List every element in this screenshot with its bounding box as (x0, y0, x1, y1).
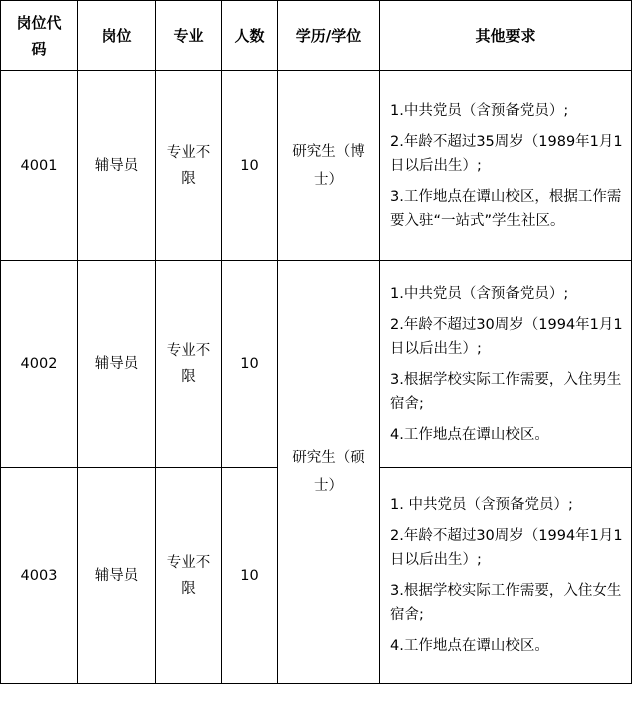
requirement-item: 3.根据学校实际工作需要，入住男生宿舍; (390, 371, 622, 412)
header-requirements: 其他要求 (380, 1, 632, 71)
cell-count: 10 (222, 261, 278, 468)
cell-major: 专业不限 (156, 71, 222, 261)
requirement-item: 3.工作地点在谭山校区，根据工作需要入驻“一站式”学生社区。 (390, 188, 622, 229)
cell-major: 专业不限 (156, 468, 222, 684)
cell-post-code: 4001 (1, 71, 78, 261)
cell-degree-merged: 研究生（硕士） (278, 261, 380, 684)
requirement-item: 1.中共党员（含预备党员）; (390, 285, 569, 302)
header-post-code: 岗位代码 (1, 1, 78, 71)
header-post: 岗位 (78, 1, 156, 71)
requirement-item: 1. 中共党员（含预备党员）; (390, 497, 573, 513)
cell-major: 专业不限 (156, 261, 222, 468)
requirement-item: 1.中共党员（含预备党员）; (390, 102, 569, 119)
header-row (1, 1, 632, 71)
header-count: 人数 (222, 1, 278, 71)
requirement-item: 2.年龄不超过35周岁（1989年1月1日以后出生）; (390, 133, 623, 174)
cell-degree: 研究生（博士） (278, 71, 380, 261)
cell-requirements (380, 261, 632, 468)
requirement-item: 3.根据学校实际工作需要，入住女生宿舍; (390, 583, 622, 623)
cell-requirements (380, 71, 632, 261)
table-row (1, 71, 632, 261)
header-degree: 学历/学位 (278, 1, 380, 71)
cell-count: 10 (222, 71, 278, 261)
cell-post: 辅导员 (78, 468, 156, 684)
cell-count: 10 (222, 468, 278, 684)
cell-post-code: 4003 (1, 468, 78, 684)
requirement-item: 4.工作地点在谭山校区。 (390, 638, 549, 654)
header-major: 专业 (156, 1, 222, 71)
cell-post: 辅导员 (78, 261, 156, 468)
cell-requirements (380, 468, 632, 684)
requirement-item: 2.年龄不超过30周岁（1994年1月1日以后出生）; (390, 528, 623, 568)
requirement-item: 4.工作地点在谭山校区。 (390, 426, 549, 443)
cell-post-code: 4002 (1, 261, 78, 468)
requirement-item: 2.年龄不超过30周岁（1994年1月1日以后出生）; (390, 316, 623, 357)
table-row (1, 261, 632, 468)
cell-post: 辅导员 (78, 71, 156, 261)
